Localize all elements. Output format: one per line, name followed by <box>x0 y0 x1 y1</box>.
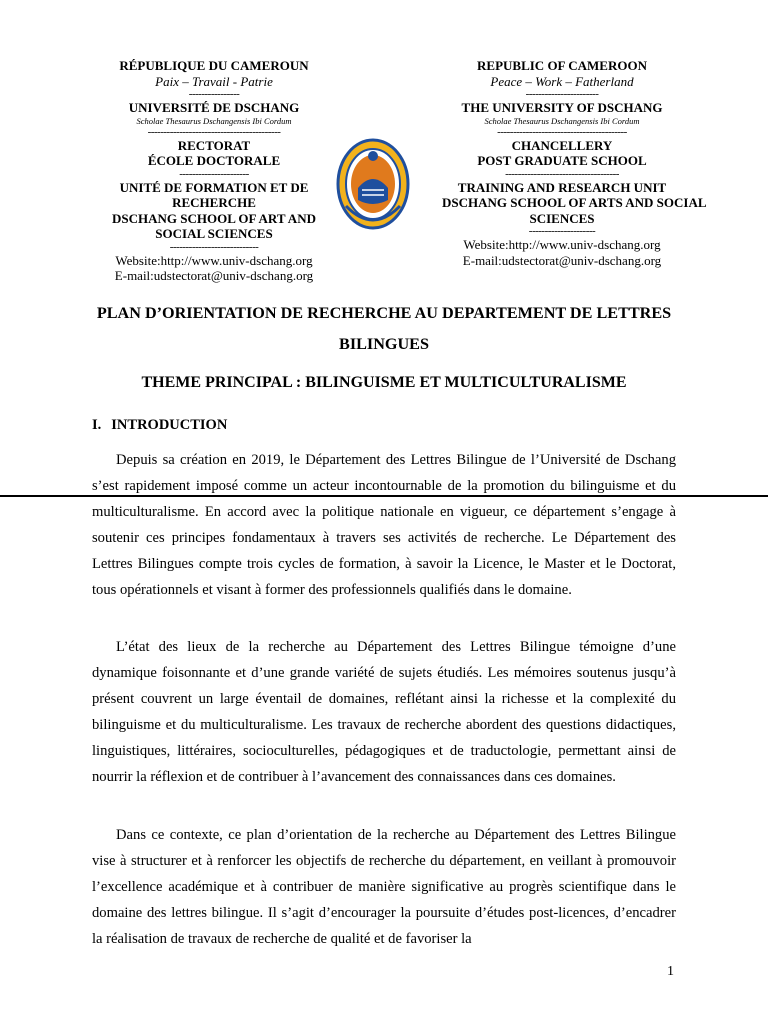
chancellery-label: CHANCELLERY <box>511 137 613 153</box>
section-heading <box>92 417 227 434</box>
university-motto: Scholae Thesaurus Dschangensis Ibi Cordum <box>484 115 640 126</box>
document-title: PLAN D’ORIENTATION DE RECHERCHE AU DEPARTEMENT DE LETTRES BILINGUES <box>96 304 672 353</box>
section-number: I. <box>92 417 102 433</box>
university-motto: Scholae Thesaurus Dschangensis Ibi Cordum <box>136 115 292 126</box>
unit-line-4: SOCIAL SCIENCES <box>155 226 273 241</box>
paragraph: L’état des lieux de la recherche au Département des Lettres Bilingue témoigne d’une dynamique foisonnante et d’une grande variété de sujets étudiés. Les mémoires soutenus jusqu’à présent couvrent un large éventail de domaines, reflétant ainsi la richesse et la complexité du bilinguisme et du multiculturalisme. Les travaux de recherche abordent des questions didactiques, linguistiques, littéraires, socioculturelles, pédagogiques et de traductologie, permettant ainsi de nourrir la réflexion et de contribuer à l’avancement des connaissances dans ces domaines. <box>92 639 676 786</box>
unit-line-1: TRAINING AND RESEARCH UNIT <box>457 179 667 195</box>
section-title: INTRODUCTION <box>111 417 228 433</box>
rectorat-label: RECTORAT <box>177 137 251 153</box>
doctoral-school-fr: ÉCOLE DOCTORALE <box>147 153 281 168</box>
unit-line-2: RECHERCHE <box>172 195 256 210</box>
page-number: 1 <box>667 964 674 979</box>
separator: ------------------------------------------ <box>147 125 281 138</box>
country-name-en: REPUBLIC OF CAMEROON <box>477 58 647 73</box>
letterhead-english <box>442 58 707 268</box>
separator: ---------------------- <box>179 167 249 180</box>
horizontal-rule <box>0 495 768 497</box>
website-link[interactable]: Website:http://www.univ-dschang.org <box>463 237 661 252</box>
email-link[interactable]: E-mail:udstectorat@univ-dschang.org <box>462 252 662 268</box>
university-logo <box>334 136 412 232</box>
unit-line-3: SCIENCES <box>529 210 595 226</box>
paragraph: Dans ce contexte, ce plan d’orientation de la recherche au Département des Lettres Bilingue vise à structurer et à renforcer les objectifs de recherche du département, en veillant à promouvoir l’excellence académique et à contribuer de manière significative au progrès scientifique dans le domaine des lettres bilingue. Il s’agit d’encourager la poursuite d’études post-licences, d’encadrer la réalisation de travaux de recherche de qualité et de favoriser la <box>92 827 676 948</box>
email-link[interactable]: E-mail:udstectorat@univ-dschang.org <box>114 268 314 283</box>
university-name-en: THE UNIVERSITY OF DSCHANG <box>461 100 663 115</box>
document-theme: THEME PRINCIPAL : BILINGUISME ET MULTICULTURALISME <box>141 374 627 391</box>
unit-line-2: DSCHANG SCHOOL OF ARTS AND SOCIAL <box>442 195 707 210</box>
national-motto-en: Peace – Work – Fatherland <box>490 73 634 89</box>
postgraduate-school-en: POST GRADUATE SCHOOL <box>477 153 647 168</box>
separator: ----------------------- <box>525 88 599 100</box>
letterhead <box>0 58 768 282</box>
country-name-fr: RÉPUBLIQUE DU CAMEROUN <box>119 58 309 73</box>
unit-line-3: DSCHANG SCHOOL OF ART AND <box>112 210 316 226</box>
separator: ---------------------------- <box>169 240 259 253</box>
unit-line-1: UNITÉ DE FORMATION ET DE <box>119 179 309 195</box>
separator: ----------------------------------------- <box>497 125 627 138</box>
university-name-fr: UNIVERSITÉ DE DSCHANG <box>128 100 300 115</box>
paragraph: Depuis sa création en 2019, le Département des Lettres Bilingue de l’Université de Dschang s’est rapidement imposé comme un acteur incontournable de la promotion du bilinguisme et du multiculturalisme. En accord avec la politique nationale en vigueur, ce département s’engage à soutenir ces principes fondamentaux à travers ses activités de recherche. Le Département des Lettres Bilingues compte trois cycles de formation, à savoir la Licence, le Master et le Doctorat, tous opérationnels et visant à former des professionnels qualifiés dans le domaine. <box>92 452 676 599</box>
national-motto-fr: Paix – Travail - Patrie <box>155 73 273 89</box>
separator: ------------------------------------ <box>505 167 619 180</box>
separator: ---------------- <box>188 88 240 100</box>
website-link[interactable]: Website:http://www.univ-dschang.org <box>115 252 313 268</box>
separator: --------------------- <box>528 225 596 237</box>
letterhead-french <box>98 58 330 284</box>
